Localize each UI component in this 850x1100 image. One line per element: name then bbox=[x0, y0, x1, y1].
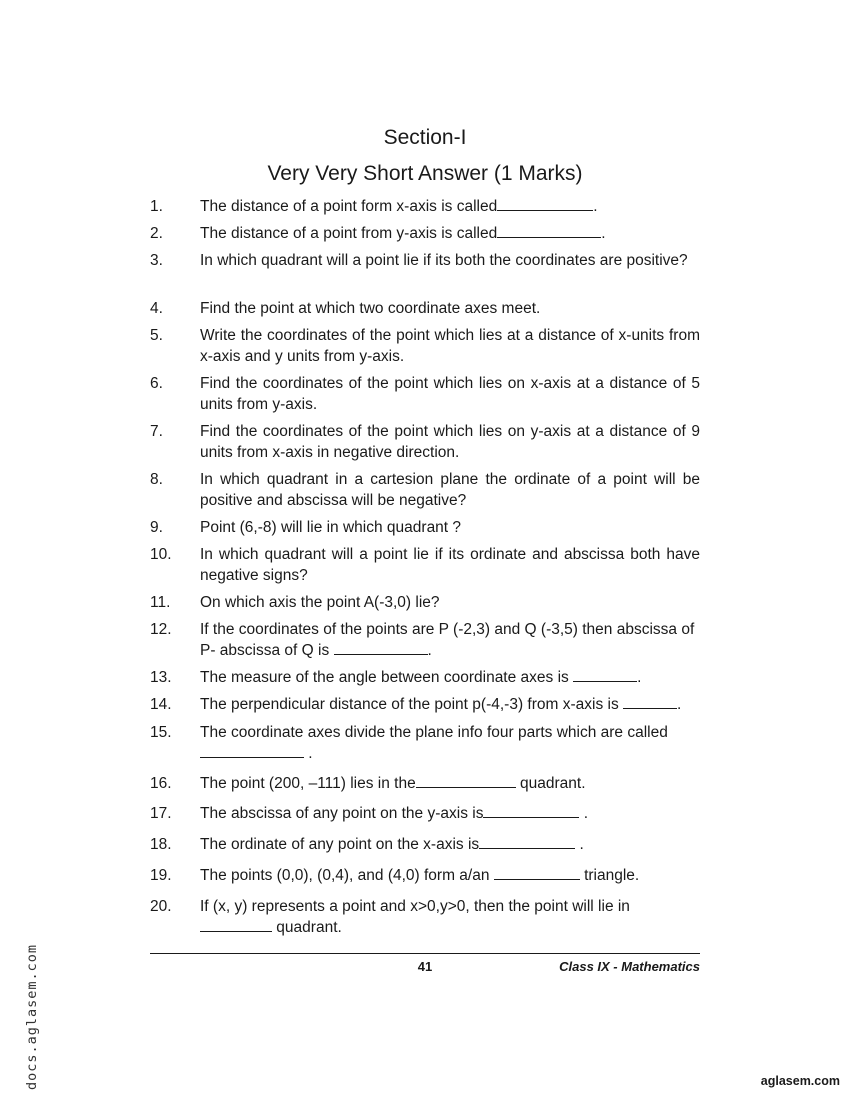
question-number: 8. bbox=[150, 471, 163, 488]
question-text-end: . bbox=[601, 225, 606, 242]
question-3 bbox=[150, 250, 700, 271]
answer-blank bbox=[573, 667, 637, 682]
question-text-end: . bbox=[637, 669, 642, 686]
question-text: The ordinate of any point on the x-axis is bbox=[200, 836, 480, 853]
answer-blank bbox=[479, 834, 575, 849]
question-11 bbox=[150, 592, 700, 613]
question-number: 14. bbox=[150, 696, 172, 713]
question-17 bbox=[150, 803, 700, 824]
question-5 bbox=[150, 325, 700, 367]
question-9 bbox=[150, 517, 700, 538]
question-text: Find the point at which two coordinate axes meet. bbox=[200, 300, 541, 317]
answer-blank bbox=[483, 803, 579, 818]
section-title: Section-I bbox=[383, 126, 467, 149]
question-number: 19. bbox=[150, 867, 172, 884]
question-text-end: . bbox=[677, 696, 682, 713]
answer-blank bbox=[494, 865, 580, 880]
question-4 bbox=[150, 298, 700, 319]
answer-blank bbox=[623, 694, 677, 709]
question-number: 11. bbox=[150, 594, 171, 611]
answer-blank bbox=[497, 223, 601, 238]
question-number: 20. bbox=[150, 898, 172, 915]
question-text-end: quadrant. bbox=[272, 919, 342, 936]
answer-blank bbox=[334, 640, 428, 655]
question-number: 7. bbox=[150, 423, 163, 440]
question-text-end: . bbox=[427, 642, 432, 659]
answer-blank bbox=[416, 773, 516, 788]
question-text: Find the coordinates of the point which lies on x-axis at a distance of 5 units from y-axis. bbox=[200, 375, 700, 413]
question-text: The distance of a point form x-axis is called bbox=[200, 198, 498, 215]
question-number: 12. bbox=[150, 621, 172, 638]
question-text: If the coordinates of the points are P (-2,3) and Q (-3,5) then abscissa of P- abscissa of Q is bbox=[200, 621, 695, 659]
question-15 bbox=[150, 722, 700, 764]
footer-rule bbox=[150, 953, 700, 954]
answer-blank bbox=[200, 743, 304, 758]
question-text: The abscissa of any point on the y-axis is bbox=[200, 805, 484, 822]
answer-blank bbox=[200, 917, 272, 932]
question-number: 9. bbox=[150, 519, 163, 536]
question-7 bbox=[150, 421, 700, 463]
question-text: The measure of the angle between coordinate axes is bbox=[200, 669, 569, 686]
question-text: The coordinate axes divide the plane info four parts which are called bbox=[200, 724, 668, 741]
question-8 bbox=[150, 469, 700, 511]
corner-watermark: aglasem.com bbox=[760, 1074, 840, 1088]
question-text-end: . bbox=[304, 745, 313, 762]
question-number: 18. bbox=[150, 836, 172, 853]
question-number: 10. bbox=[150, 546, 172, 563]
page-number: 41 bbox=[417, 959, 433, 974]
question-1 bbox=[150, 196, 700, 217]
question-number: 13. bbox=[150, 669, 172, 686]
question-text: The distance of a point from y-axis is called bbox=[200, 225, 498, 242]
question-text-end: . bbox=[575, 836, 584, 853]
question-text: If (x, y) represents a point and x>0,y>0, then the point will lie in bbox=[200, 898, 630, 915]
question-text: Find the coordinates of the point which lies on y-axis at a distance of 9 units from x-axis in negative direction. bbox=[200, 423, 700, 461]
question-number: 6. bbox=[150, 375, 163, 392]
question-20 bbox=[150, 896, 700, 938]
question-number: 16. bbox=[150, 775, 172, 792]
question-14 bbox=[150, 694, 700, 715]
question-number: 15. bbox=[150, 724, 172, 741]
answer-blank bbox=[497, 196, 593, 211]
class-label: Class IX - Mathematics bbox=[559, 959, 700, 974]
section-subtitle: Very Very Short Answer (1 Marks) bbox=[267, 162, 583, 185]
question-text: The point (200, –111) lies in the bbox=[200, 775, 416, 792]
question-text-end: quadrant. bbox=[515, 775, 586, 792]
question-text-end: triangle. bbox=[579, 867, 640, 884]
question-number: 3. bbox=[150, 252, 163, 269]
question-19 bbox=[150, 865, 700, 886]
question-number: 4. bbox=[150, 300, 163, 317]
question-text: The points (0,0), (0,4), and (4,0) form a/an bbox=[200, 867, 490, 884]
question-number: 5. bbox=[150, 327, 163, 344]
side-watermark: docs.aglasem.com bbox=[24, 943, 40, 1090]
question-text: In which quadrant will a point lie if its ordinate and abscissa both have negative signs? bbox=[200, 546, 700, 584]
question-text: Write the coordinates of the point which lies at a distance of x-units from x-axis and y units from y-axis. bbox=[200, 327, 700, 365]
question-text-end: . bbox=[593, 198, 598, 215]
question-number: 2. bbox=[150, 225, 163, 242]
question-13 bbox=[150, 667, 700, 688]
question-2 bbox=[150, 223, 700, 244]
question-text: In which quadrant will a point lie if its both the coordinates are positive? bbox=[200, 252, 688, 269]
question-18 bbox=[150, 834, 700, 855]
question-text: On which axis the point A(-3,0) lie? bbox=[200, 594, 440, 611]
question-number: 17. bbox=[150, 805, 172, 822]
question-12 bbox=[150, 619, 700, 661]
question-text-end: . bbox=[579, 805, 589, 822]
question-text: In which quadrant in a cartesion plane the ordinate of a point will be positive and abscissa will be negative? bbox=[200, 471, 700, 509]
question-16 bbox=[150, 773, 700, 794]
question-text: The perpendicular distance of the point p(-4,-3) from x-axis is bbox=[200, 696, 619, 713]
question-10 bbox=[150, 544, 700, 586]
question-number: 1. bbox=[150, 198, 163, 215]
question-6 bbox=[150, 373, 700, 415]
question-text: Point (6,-8) will lie in which quadrant ? bbox=[200, 519, 462, 536]
